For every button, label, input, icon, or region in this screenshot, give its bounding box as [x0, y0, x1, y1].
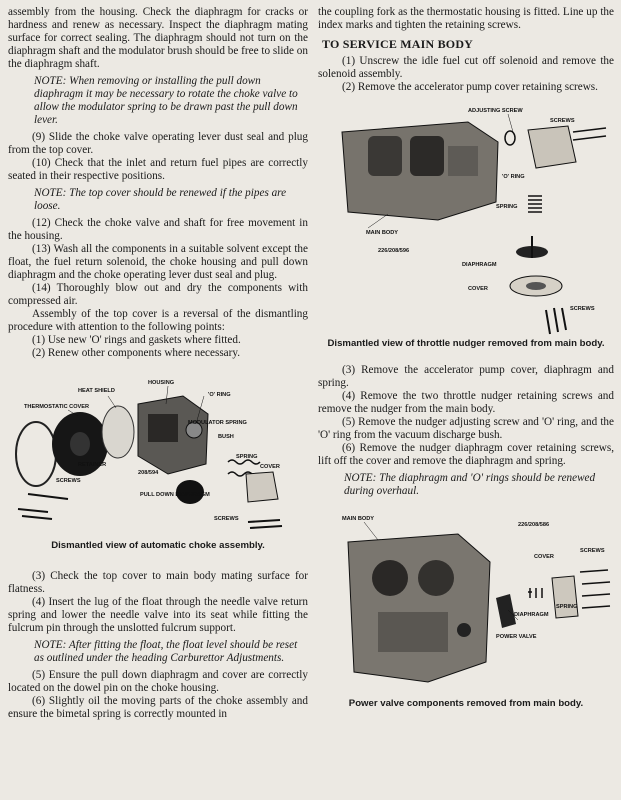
note: NOTE: The top cover should be renewed if the pipes are loose.	[34, 187, 287, 212]
label-adjusting-screw: ADJUSTING SCREW	[468, 108, 523, 114]
label-screws: SCREWS	[570, 306, 595, 312]
step-13: (13) Wash all the components in a suitable solvent except the float, the fuel return solenoid, the choke housing and pull down diaphragm and the choke operating lever dust seal and plug.	[8, 243, 308, 281]
paragraph: assembly from the housing. Check the diaphragm for cracks or hardness and renew as necessary. Inspect the diaphragm mating surface for correct sealing. The diaphragm should not turn on the diaphragm shaft and the modulator brush should be free to slide on the diaphragm shaft.	[8, 6, 308, 70]
power-valve-diagram	[318, 512, 614, 698]
label-diaphragm: DIAPHRAGM	[514, 612, 549, 618]
label-spring: SPRING	[496, 204, 518, 210]
label-cover: COVER	[534, 554, 554, 560]
label-retainer: RETAINER	[78, 462, 107, 468]
right-column	[318, 6, 614, 712]
step-14: (14) Thoroughly blow out and dry the components with compressed air.	[8, 282, 308, 307]
label-heat-shield: HEAT SHIELD	[78, 388, 115, 394]
label-o-ring: 'O' RING	[208, 392, 231, 398]
label-spring: SPRING	[556, 604, 578, 610]
label-main-body: MAIN BODY	[366, 230, 399, 236]
label-figure-code: 208/594	[138, 470, 159, 476]
paragraph: the coupling fork as the thermostatic housing is fitted. Line up the index marks and tighten the retaining screws.	[318, 6, 614, 31]
figure-throttle-nudger	[318, 102, 614, 364]
choke-exploded-diagram	[8, 374, 308, 552]
label-screws: SCREWS	[550, 118, 575, 124]
left-column	[8, 6, 308, 721]
label-spring: SPRING	[236, 454, 258, 460]
label-cover: COVER	[468, 286, 488, 292]
label-figure-code: 226/208/586	[518, 522, 550, 528]
label-pull-down-diaphragm: PULL DOWN DIAPHRAGM	[140, 492, 210, 498]
step-4: (4) Insert the lug of the float through the needle valve return spring and lower the needle valve into its seat while fitting the fulcrum pin through the unslotted fulcrum support.	[8, 596, 308, 634]
label-cover: COVER	[260, 464, 280, 470]
label-main-body: MAIN BODY	[342, 516, 375, 522]
assembly-intro: Assembly of the top cover is a reversal of the dismantling procedure with attention to the following points:	[8, 308, 308, 333]
step-6: (6) Remove the nudger diaphragm cover retaining screws, lift off the cover and remove the diaphragm and spring.	[318, 442, 614, 467]
label-thermostatic-cover: THERMOSTATIC COVER	[24, 404, 90, 410]
label-modulator-spring: MODULATOR SPRING	[188, 420, 247, 426]
step-12: (12) Check the choke valve and shaft for free movement in the housing.	[8, 217, 308, 242]
step-6: (6) Slightly oil the moving parts of the choke assembly and ensure the bimetal spring is correctly mounted in	[8, 695, 308, 720]
label-screws: SCREWS	[580, 548, 605, 554]
label-screws: SCREWS	[56, 478, 81, 484]
throttle-nudger-diagram	[318, 102, 614, 344]
figure-power-valve	[318, 512, 614, 712]
label-power-valve: POWER VALVE	[496, 634, 537, 640]
assembly-step-2: (2) Renew other components where necessary.	[32, 347, 241, 359]
step-3: (3) Check the top cover to main body mating surface for flatness.	[8, 570, 308, 595]
figure-caption: Dismantled view of throttle nudger removed from main body.	[327, 338, 605, 349]
step-1: (1) Unscrew the idle fuel cut off solenoid and remove the solenoid assembly.	[318, 55, 614, 80]
section-heading: TO SERVICE MAIN BODY	[322, 37, 474, 51]
step-9: (9) Slide the choke valve operating lever dust seal and plug from the top cover.	[8, 131, 308, 156]
step-2: (2) Remove the accelerator pump cover retaining screws.	[342, 81, 598, 93]
figure-caption: Power valve components removed from main body.	[348, 698, 584, 709]
label-o-ring: 'O' RING	[502, 174, 525, 180]
step-4: (4) Remove the two throttle nudger retaining screws and remove the nudger from the main body.	[318, 390, 614, 415]
label-bush: BUSH	[218, 434, 234, 440]
figure-automatic-choke	[8, 374, 308, 552]
note: NOTE: The diaphragm and 'O' rings should be renewed during overhaul.	[344, 472, 596, 497]
label-figure-code: 226/208/596	[378, 248, 410, 254]
step-3: (3) Remove the accelerator pump cover, diaphragm and spring.	[318, 364, 614, 389]
assembly-step-1: (1) Use new 'O' rings and gaskets where fitted.	[32, 334, 241, 346]
note: NOTE: After fitting the float, the float level should be reset as outlined under the heading Carburettor Adjustments.	[34, 639, 298, 664]
figure-caption: Dismantled view of automatic choke assembly.	[51, 540, 265, 551]
label-diaphragm: DIAPHRAGM	[462, 262, 497, 268]
note: NOTE: When removing or installing the pull down diaphragm it may be necessary to rotate the choke valve to allow the modulator spring to be drawn past the pull down lever.	[34, 75, 298, 126]
step-5: (5) Remove the nudger adjusting screw and 'O' ring, and the 'O' ring from the vacuum discharge bush.	[318, 416, 614, 441]
step-10: (10) Check that the inlet and return fuel pipes are correctly seated in their respective positions.	[8, 157, 308, 182]
label-housing: HOUSING	[148, 380, 175, 386]
label-screws: SCREWS	[214, 516, 239, 522]
step-5: (5) Ensure the pull down diaphragm and cover are correctly located on the dowel pin on the choke housing.	[8, 669, 308, 694]
